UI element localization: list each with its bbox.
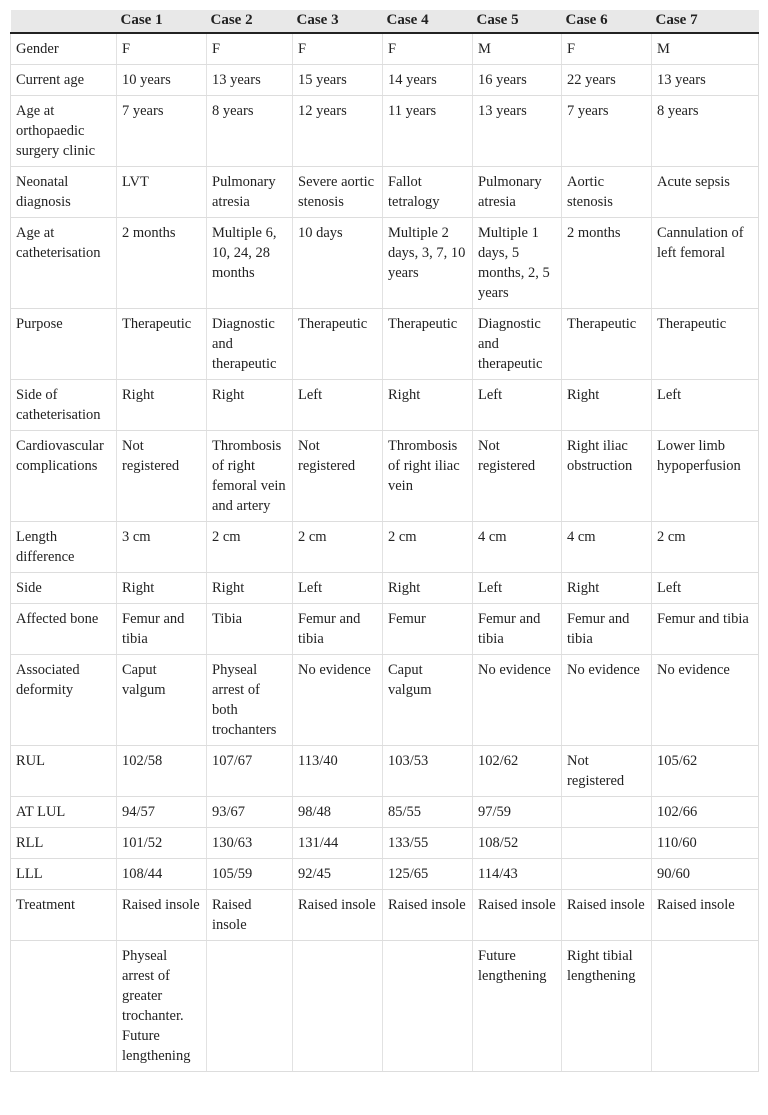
row-label-cell: Gender [11, 33, 117, 65]
row-label-cell: Side of catheterisation [11, 380, 117, 431]
table-row [11, 522, 759, 573]
table-row [11, 96, 759, 167]
table-cell: Acute sepsis [652, 167, 759, 218]
table-cell: Multiple 1 days, 5 months, 2, 5 years [473, 218, 562, 309]
table-cell: Raised insole [207, 890, 293, 941]
table-cell: 110/60 [652, 828, 759, 859]
table-cell: Left [293, 573, 383, 604]
table-row [11, 655, 759, 746]
table-row [11, 746, 759, 797]
table-cell: 10 days [293, 218, 383, 309]
table-cell: Raised insole [473, 890, 562, 941]
table-cell: Left [293, 380, 383, 431]
table-cell: 2 cm [652, 522, 759, 573]
table-cell: 13 years [473, 96, 562, 167]
table-cell: M [473, 33, 562, 65]
table-cell: 113/40 [293, 746, 383, 797]
table-cell: Femur and tibia [473, 604, 562, 655]
table-cell: 11 years [383, 96, 473, 167]
table-row [11, 890, 759, 941]
table-body [11, 33, 759, 1072]
table-cell: 94/57 [117, 797, 207, 828]
table-cell: Aortic stenosis [562, 167, 652, 218]
clinical-cases-table [10, 10, 759, 1072]
table-cell: 14 years [383, 65, 473, 96]
table-cell: F [383, 33, 473, 65]
table-cell: Diagnostic and therapeutic [207, 309, 293, 380]
table-cell: 10 years [117, 65, 207, 96]
table-cell: Femur [383, 604, 473, 655]
table-cell: 12 years [293, 96, 383, 167]
table-cell: Cannulation of left femoral [652, 218, 759, 309]
table-cell: Right iliac obstruction [562, 431, 652, 522]
table-cell: 107/67 [207, 746, 293, 797]
table-cell: Pulmonary atresia [473, 167, 562, 218]
header-cell-case-1: Case 1 [117, 10, 207, 33]
table-cell: 98/48 [293, 797, 383, 828]
table-cell: 4 cm [473, 522, 562, 573]
row-label-cell: Side [11, 573, 117, 604]
table-cell: Raised insole [562, 890, 652, 941]
table-cell: No evidence [473, 655, 562, 746]
table-cell: F [293, 33, 383, 65]
table-cell: M [652, 33, 759, 65]
table-cell: 16 years [473, 65, 562, 96]
table-cell: 101/52 [117, 828, 207, 859]
row-label-cell: Current age [11, 65, 117, 96]
table-cell: 2 cm [383, 522, 473, 573]
row-label-cell: Age at orthopaedic surgery clinic [11, 96, 117, 167]
table-cell: Raised insole [117, 890, 207, 941]
table-cell: Thrombosis of right femoral vein and artery [207, 431, 293, 522]
table-cell: 85/55 [383, 797, 473, 828]
table-row [11, 573, 759, 604]
table-cell: 102/58 [117, 746, 207, 797]
table-row [11, 941, 759, 1072]
table-row [11, 380, 759, 431]
table-cell: F [562, 33, 652, 65]
table-cell: Right [207, 573, 293, 604]
table-cell: 105/62 [652, 746, 759, 797]
table-cell: 133/55 [383, 828, 473, 859]
header-cell-case-4: Case 4 [383, 10, 473, 33]
table-row [11, 309, 759, 380]
table-cell: Therapeutic [293, 309, 383, 380]
header-cell-blank [11, 10, 117, 33]
table-cell: Diagnostic and therapeutic [473, 309, 562, 380]
table-cell: 13 years [652, 65, 759, 96]
table-cell: Femur and tibia [293, 604, 383, 655]
table-cell: Multiple 6, 10, 24, 28 months [207, 218, 293, 309]
table-row [11, 797, 759, 828]
row-label-cell: RLL [11, 828, 117, 859]
table-cell: 7 years [562, 96, 652, 167]
table-cell: Not registered [473, 431, 562, 522]
row-label-cell: Treatment [11, 890, 117, 941]
row-label-cell: AT LUL [11, 797, 117, 828]
table-cell: No evidence [652, 655, 759, 746]
table-row [11, 65, 759, 96]
table-cell: Right tibial lengthening [562, 941, 652, 1072]
table-cell: 131/44 [293, 828, 383, 859]
table-cell: Raised insole [652, 890, 759, 941]
table-cell: Right [207, 380, 293, 431]
table-cell: Not registered [293, 431, 383, 522]
table-cell: Femur and tibia [117, 604, 207, 655]
table-cell: Right [383, 573, 473, 604]
header-row [11, 10, 759, 33]
table-row [11, 604, 759, 655]
table-cell: Right [117, 380, 207, 431]
table-cell: Therapeutic [117, 309, 207, 380]
table-cell: 3 cm [117, 522, 207, 573]
table-cell [562, 828, 652, 859]
table-cell: Therapeutic [562, 309, 652, 380]
table-cell: LVT [117, 167, 207, 218]
header-cell-case-6: Case 6 [562, 10, 652, 33]
table-cell: 13 years [207, 65, 293, 96]
table-cell: Left [473, 573, 562, 604]
table-cell [562, 859, 652, 890]
table-cell: 2 cm [293, 522, 383, 573]
table-row [11, 431, 759, 522]
table-cell: Raised insole [293, 890, 383, 941]
header-cell-case-5: Case 5 [473, 10, 562, 33]
table-cell: 114/43 [473, 859, 562, 890]
table-cell: Femur and tibia [562, 604, 652, 655]
table-cell: 8 years [207, 96, 293, 167]
table-cell: 8 years [652, 96, 759, 167]
row-label-cell: Neonatal diagnosis [11, 167, 117, 218]
table-cell: Not registered [562, 746, 652, 797]
table-cell: Pulmonary atresia [207, 167, 293, 218]
table-cell: Caput valgum [117, 655, 207, 746]
table-cell: 4 cm [562, 522, 652, 573]
table-cell [652, 941, 759, 1072]
table-cell: 102/62 [473, 746, 562, 797]
table-cell [383, 941, 473, 1072]
header-cell-case-7: Case 7 [652, 10, 759, 33]
table-cell: 7 years [117, 96, 207, 167]
table-cell: F [117, 33, 207, 65]
table-cell: Right [383, 380, 473, 431]
table-cell: 92/45 [293, 859, 383, 890]
row-label-cell: Cardiovascular complications [11, 431, 117, 522]
table-cell: Right [562, 380, 652, 431]
table-cell: Femur and tibia [652, 604, 759, 655]
table-cell: 22 years [562, 65, 652, 96]
table-cell: 130/63 [207, 828, 293, 859]
table-cell: Left [652, 380, 759, 431]
table-cell: Left [652, 573, 759, 604]
table-cell: Tibia [207, 604, 293, 655]
table-cell: 105/59 [207, 859, 293, 890]
table-cell [293, 941, 383, 1072]
row-label-cell: RUL [11, 746, 117, 797]
table-cell: No evidence [562, 655, 652, 746]
table-cell: 97/59 [473, 797, 562, 828]
table-cell: 103/53 [383, 746, 473, 797]
table-cell [562, 797, 652, 828]
row-label-cell: Affected bone [11, 604, 117, 655]
row-label-cell: Associated deformity [11, 655, 117, 746]
table-cell: Physeal arrest of greater trochanter. Future lengthening [117, 941, 207, 1072]
table-cell: Not registered [117, 431, 207, 522]
table-cell: Lower limb hypoperfusion [652, 431, 759, 522]
table-cell: 15 years [293, 65, 383, 96]
table-cell: 2 cm [207, 522, 293, 573]
header-cell-case-3: Case 3 [293, 10, 383, 33]
row-label-cell: Length difference [11, 522, 117, 573]
table-cell: 2 months [562, 218, 652, 309]
table-cell: 108/52 [473, 828, 562, 859]
table-row [11, 33, 759, 65]
table-cell: Caput valgum [383, 655, 473, 746]
table-header [11, 10, 759, 33]
table-row [11, 828, 759, 859]
table-cell: F [207, 33, 293, 65]
table-cell: 108/44 [117, 859, 207, 890]
header-cell-case-2: Case 2 [207, 10, 293, 33]
table-cell [207, 941, 293, 1072]
table-cell: Multiple 2 days, 3, 7, 10 years [383, 218, 473, 309]
row-label-cell: Age at catheterisation [11, 218, 117, 309]
row-label-cell: LLL [11, 859, 117, 890]
table-row [11, 218, 759, 309]
table-cell: 93/67 [207, 797, 293, 828]
table-cell: Therapeutic [383, 309, 473, 380]
table-cell: 102/66 [652, 797, 759, 828]
table-cell: Right [562, 573, 652, 604]
table-cell: 125/65 [383, 859, 473, 890]
table-cell: Right [117, 573, 207, 604]
table-cell: Left [473, 380, 562, 431]
table-cell: Physeal arrest of both trochanters [207, 655, 293, 746]
table-cell: Therapeutic [652, 309, 759, 380]
table-cell: Future lengthening [473, 941, 562, 1072]
table-cell: 90/60 [652, 859, 759, 890]
table-cell: No evidence [293, 655, 383, 746]
table-cell: Severe aortic stenosis [293, 167, 383, 218]
row-label-cell: Purpose [11, 309, 117, 380]
table-row [11, 167, 759, 218]
table-cell: Raised insole [383, 890, 473, 941]
table-row [11, 859, 759, 890]
row-label-cell [11, 941, 117, 1072]
table-cell: Thrombosis of right iliac vein [383, 431, 473, 522]
table-cell: Fallot tetralogy [383, 167, 473, 218]
clinical-cases-table-container [10, 10, 758, 1072]
table-cell: 2 months [117, 218, 207, 309]
